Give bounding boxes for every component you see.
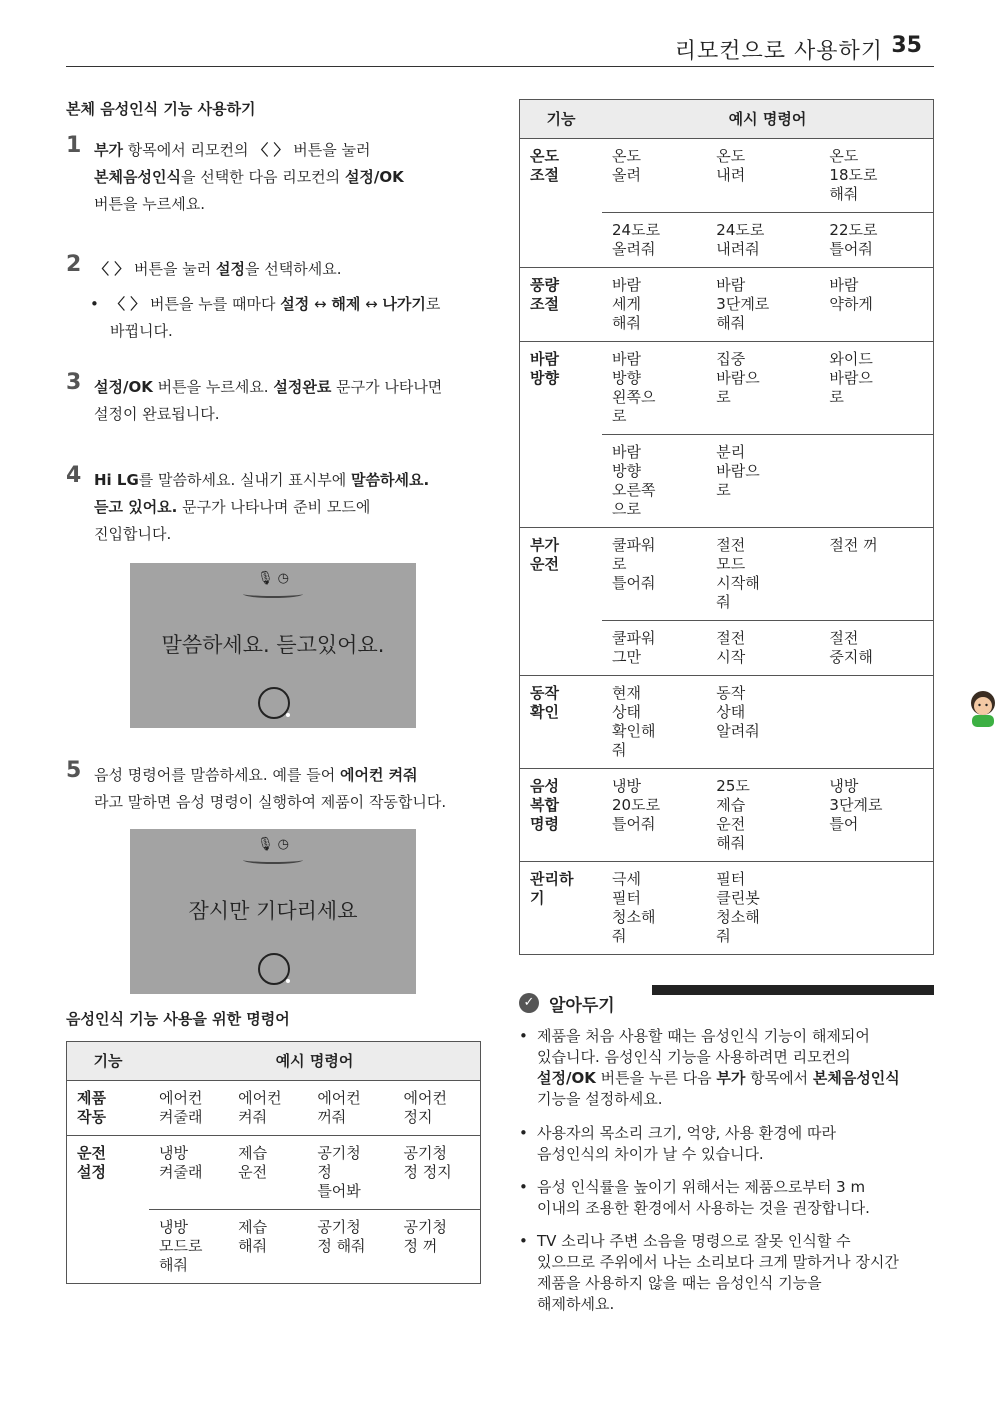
table-cell: 제습 해줘: [228, 1210, 307, 1284]
step-text: 〈 〉 버튼을 눌러 설정을 선택하세요.: [94, 260, 342, 278]
table-cell: 공기청 정 틀어봐: [307, 1136, 393, 1210]
table-row: [520, 139, 934, 213]
table-cell: 바람 세게 해줘: [602, 268, 706, 342]
table-cell: 바람 3단계로 해줘: [706, 268, 819, 342]
step-5: [66, 758, 496, 816]
table-cell: [819, 676, 933, 769]
display-screen-wait: [130, 829, 416, 994]
table-cell: 온도 올려: [602, 139, 706, 213]
table-cell: 냉방 모드로 해줘: [149, 1210, 228, 1284]
table-cell: 절전 모드 시작해 줘: [706, 528, 819, 621]
step-text: Hi LG를 말씀하세요. 실내기 표시부에 말씀하세요. 듣고 있어요. 문구가 나타나며 준비 모드에 진입합니다.: [94, 471, 430, 543]
screen-message: 말씀하세요. 듣고있어요.: [161, 633, 385, 657]
note-item: • TV 소리나 주변 소음을 명령으로 잘못 인식할 수 있으므로 주위에서 나는 소리보다 크게 말하거나 장시간 제품을 사용하지 않을 때는 음성인식 기능을 해제하세요.: [519, 1232, 899, 1313]
table-cell: 온도 18도로 해줘: [819, 139, 933, 213]
swoosh-icon: [243, 856, 303, 864]
note-item: • 제품을 처음 사용할 때는 음성인식 기능이 해제되어 있습니다. 음성인식 기능을 사용하려면 리모컨의 설정/OK 버튼을 누른 다음 부가 항목에서 본체음성인식 기능을 설정하세요.: [519, 1027, 900, 1108]
table-cell: 냉방 20도로 틀어줘: [602, 769, 706, 862]
step-3: [66, 370, 486, 428]
step-text: 부가 항목에서 리모컨의 〈 〉 버튼을 눌러 본체음성인식을 선택한 다음 리모컨의 설정/OK 버튼을 누르세요.: [94, 141, 404, 213]
step-number: 3: [66, 370, 82, 395]
table-cell: 절전 시작: [706, 621, 819, 676]
step-number: 4: [66, 463, 82, 488]
step-1: [66, 133, 486, 218]
table-cell: 바람 약하게: [819, 268, 933, 342]
page-number: 35: [891, 33, 922, 58]
table-header: 예시 명령어: [149, 1042, 481, 1081]
table-row: [520, 528, 934, 621]
table-row: [520, 769, 934, 862]
table-cell: 25도 제습 운전 해줘: [706, 769, 819, 862]
table-cell: 22도로 틀어줘: [819, 213, 933, 268]
step-text: 음성 명령어를 말씀하세요. 예를 들어 에어컨 켜줘 라고 말하면 음성 명령이 실행하여 제품이 작동합니다.: [94, 766, 447, 811]
note-item: • 음성 인식률을 높이기 위해서는 제품으로부터 3 m 이내의 조용한 환경에서 사용하는 것을 권장합니다.: [519, 1178, 870, 1217]
table-category: 부가 운전: [520, 528, 603, 676]
step-2-bullet: [90, 291, 490, 345]
table-cell: 분리 바람으 로: [706, 435, 819, 528]
table-row: [520, 342, 934, 435]
table-cell: 절전 중지해: [819, 621, 933, 676]
header-divider: [66, 66, 934, 67]
table-category: 제품 작동: [67, 1081, 150, 1136]
bullet-text: 〈 〉 버튼을 누를 때마다 설정 ↔ 해제 ↔ 나가기로 바뀝니다.: [110, 295, 441, 340]
table-row: [67, 1081, 481, 1136]
table-cell: 현재 상태 확인해 줘: [602, 676, 706, 769]
table-row: [520, 676, 934, 769]
table-category: 운전 설정: [67, 1136, 150, 1284]
table-cell: 쿨파워 로 틀어줘: [602, 528, 706, 621]
table-cell: 절전 꺼: [819, 528, 933, 621]
table-cell: 24도로 올려줘: [602, 213, 706, 268]
step-text: 설정/OK 버튼을 누르세요. 설정완료 문구가 나타나면 설정이 완료됩니다.: [94, 378, 443, 423]
step-number: 2: [66, 252, 82, 277]
table-cell: 와이드 바람으 로: [819, 342, 933, 435]
table-cell: 바람 방향 오른쪽 으로: [602, 435, 706, 528]
bullet-dot: •: [90, 295, 99, 313]
mic-timer-icon: 🎙 ◷: [257, 571, 289, 586]
command-table-left: [66, 1041, 481, 1284]
step-number: 1: [66, 133, 82, 158]
table-header: 예시 명령어: [602, 100, 934, 139]
check-circle-icon: ✓: [519, 993, 539, 1013]
table-cell: 공기청 정 해줘: [307, 1210, 393, 1284]
table-cell: 에어컨 켜줄래: [149, 1081, 228, 1136]
table-cell: 바람 방향 왼쪽으 로: [602, 342, 706, 435]
table-cell: 온도 내려: [706, 139, 819, 213]
table-cell: 제습 운전: [228, 1136, 307, 1210]
table-category: 풍량 조절: [520, 268, 603, 342]
step-4: [66, 463, 486, 548]
table-cell: 쿨파워 그만: [602, 621, 706, 676]
table-row: [520, 268, 934, 342]
table-cell: 에어컨 꺼줘: [307, 1081, 393, 1136]
page-header-title: 리모컨으로 사용하기: [674, 39, 883, 64]
table-cell: 냉방 3단계로 틀어: [819, 769, 933, 862]
table-cell: 필터 클린봇 청소해 줘: [706, 862, 819, 955]
section-title-body-voice: 본체 음성인식 기능 사용하기: [66, 100, 256, 118]
table-header: 기능: [520, 100, 603, 139]
table-row: [520, 862, 934, 955]
mic-timer-icon: 🎙 ◷: [257, 837, 289, 852]
note-header-bar: [652, 985, 934, 995]
step-number: 5: [66, 758, 82, 783]
display-screen-listening: [130, 563, 416, 728]
table-cell: 공기청 정 꺼: [394, 1210, 481, 1284]
table-cell: 극세 필터 청소해 줘: [602, 862, 706, 955]
swoosh-icon: [243, 590, 303, 598]
table-category: 동작 확인: [520, 676, 603, 769]
table-header: 기능: [67, 1042, 150, 1081]
table-category: 온도 조절: [520, 139, 603, 268]
table-category: 음성 복합 명령: [520, 769, 603, 862]
note-item: • 사용자의 목소리 크기, 억양, 사용 환경에 따라 음성인식의 차이가 날 수 있습니다.: [519, 1124, 836, 1163]
table-cell: 에어컨 정지: [394, 1081, 481, 1136]
table-cell: [819, 435, 933, 528]
step-2: [66, 252, 486, 283]
mascot-icon: [966, 687, 1000, 727]
table-category: 바람 방향: [520, 342, 603, 528]
screen-message: 잠시만 기다리세요: [188, 899, 358, 923]
section-title-commands: 음성인식 기능 사용을 위한 명령어: [66, 1010, 290, 1028]
note-title: 알아두기: [549, 996, 615, 1016]
table-cell: 24도로 내려줘: [706, 213, 819, 268]
table-cell: 냉방 켜줄래: [149, 1136, 228, 1210]
table-row: [67, 1136, 481, 1210]
table-cell: 공기청 정 정지: [394, 1136, 481, 1210]
table-cell: [819, 862, 933, 955]
table-category: 관리하 기: [520, 862, 603, 955]
table-cell: 동작 상태 알려줘: [706, 676, 819, 769]
command-table-right: [519, 99, 934, 955]
table-cell: 집중 바람으 로: [706, 342, 819, 435]
table-cell: 에어컨 켜줘: [228, 1081, 307, 1136]
